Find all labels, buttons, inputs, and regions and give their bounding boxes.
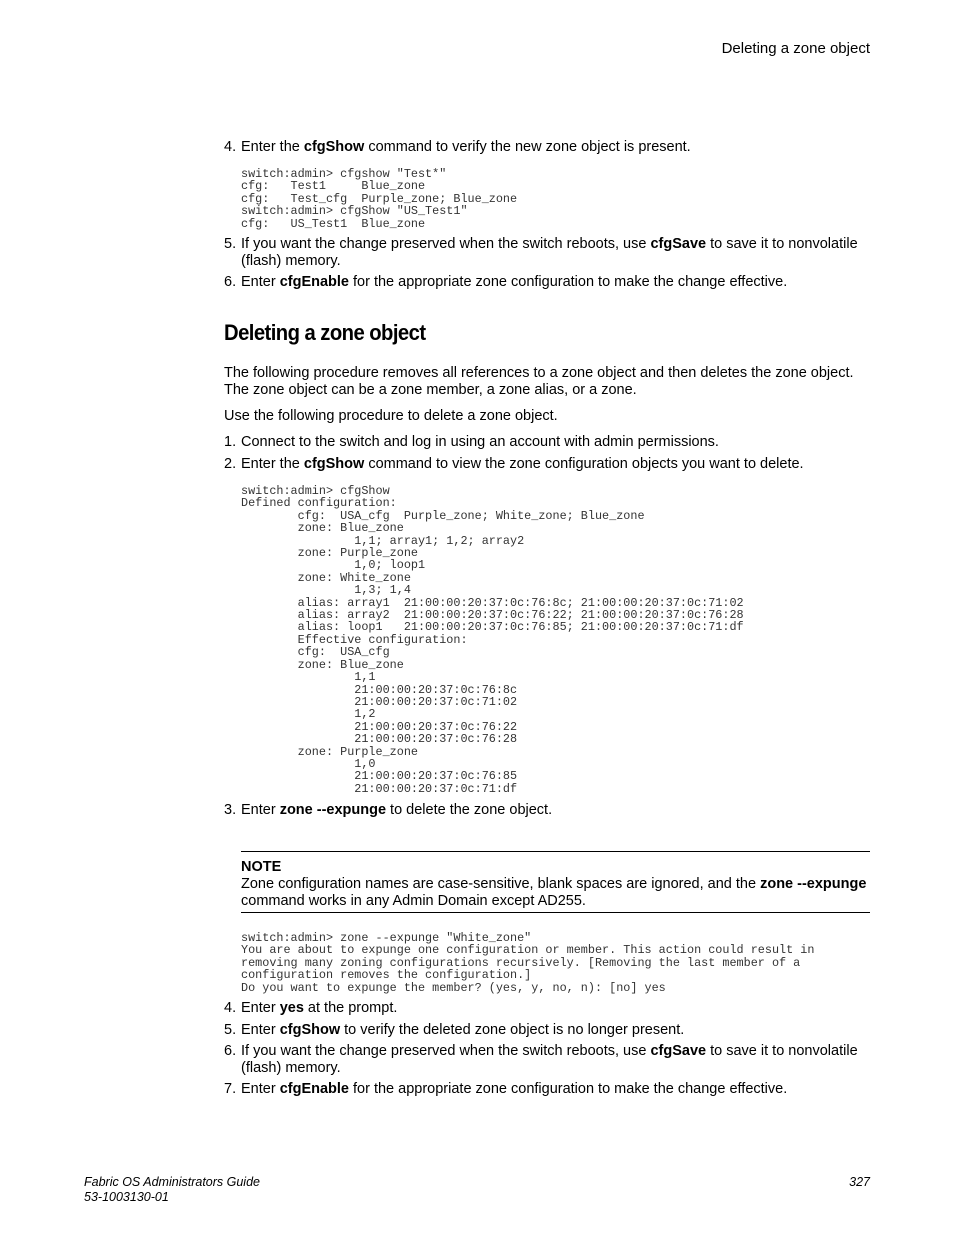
step-top-6: 6. Enter cfgEnable for the appropriate zone configuration to make the change effective. [224,274,788,290]
command-name: cfgSave [650,1043,707,1059]
footer-guide-info [84,1175,260,1205]
intro-paragraph-1: The following procedure removes all references to a zone object and then deletes the zone object. The zone object can be a zone member, a zone alias, or a zone. [224,365,854,398]
running-header: Deleting a zone object [721,40,870,57]
footer-page-number: 327 [849,1175,870,1189]
note-title: NOTE [241,859,282,875]
command-name: yes [279,1000,304,1016]
command-name: cfgShow [279,1022,341,1038]
step-2: 2. Enter the cfgShow command to view the zone configuration objects you want to delete. [224,456,804,472]
command-name: zone --expunge [760,876,867,892]
section-title: Deleting a zone object [224,320,426,345]
command-name: cfgShow [303,139,365,155]
step-4: 4. Enter yes at the prompt. [224,1000,398,1016]
step-7: 7. Enter cfgEnable for the appropriate zone configuration to make the change effective. [224,1081,788,1097]
command-name: cfgSave [650,236,707,252]
footer-guide-title: Fabric OS Administrators Guide [84,1175,260,1189]
note-text: Zone configuration names are case-sensitive, blank spaces are ignored, and the zone --expunge command works in any Admin Domain except AD255. [241,876,867,909]
step-1: 1. Connect to the switch and log in using an account with admin permissions. [224,434,719,450]
code-block-zone-expunge: switch:admin> zone --expunge "White_zone" You are about to expunge one configuration or member. This action could result in removing many zoning configurations recursively. [Removing the last member of a configuration removes the configuration.] Do you want to expunge the member? (yes, y, no, n): [no] yes [241,931,815,995]
step-6: 6. If you want the change preserved when the switch reboots, use cfgSave to save it to nonvolatile (flash) memory. [224,1043,858,1076]
step-3: 3. Enter zone --expunge to delete the zone object. [224,802,553,818]
code-block-cfgshow-test: switch:admin> cfgshow "Test*" cfg: Test1 Blue_zone cfg: Test_cfg Purple_zone; Blue_zone switch:admin> cfgShow "US_Test1" cfg: US_Test1 Blue_zone [241,167,518,231]
command-name: cfgShow [303,456,365,472]
step-top-5: 5. If you want the change preserved when the switch reboots, use cfgSave to save it to nonvolatile (flash) memory. [224,236,858,269]
note-box [241,851,870,913]
command-name: cfgEnable [279,1081,349,1097]
intro-paragraph-2: Use the following procedure to delete a zone object. [224,408,558,424]
step-top-4: 4. Enter the cfgShow command to verify the new zone object is present. [224,139,691,155]
command-name: zone --expunge [279,802,387,818]
step-5: 5. Enter cfgShow to verify the deleted zone object is no longer present. [224,1022,685,1038]
code-block-cfgshow-output: switch:admin> cfgShow Defined configuration: cfg: USA_cfg Purple_zone; White_zone; Blue_zone zone: Blue_zone 1,1; array1; 1,2; array2 zone: Purple_zone 1,0; loop1 zone: White_zone 1,3; 1,4 alias: array1 21:00:00:20:37:0c:76:8c; 21:00:00:20:37:0c:71:02 alias: array2 21:00:00:20:37:0c:76:22; 21:00:00:20:37:0c:76:28 alias: loop1 21:00:00:20:37:0c:76:85; 21:00:00:20:37:0c:71:df Effective configuration: cfg: USA_cfg zone: Blue_zone 1,1 21:00:00:20:37:0c:76:8c 21:00:00:20:37:0c:71:02 1,2 21:00:00:20:37:0c:76:22 21:00:00:20:37:0c:76:28 zone: Purple_zone 1,0 21:00:00:20:37:0c:76:85 21:00:00:20:37:0c:71:df [241,484,744,796]
footer-doc-number: 53-1003130-01 [84,1190,169,1204]
command-name: cfgEnable [279,274,349,290]
